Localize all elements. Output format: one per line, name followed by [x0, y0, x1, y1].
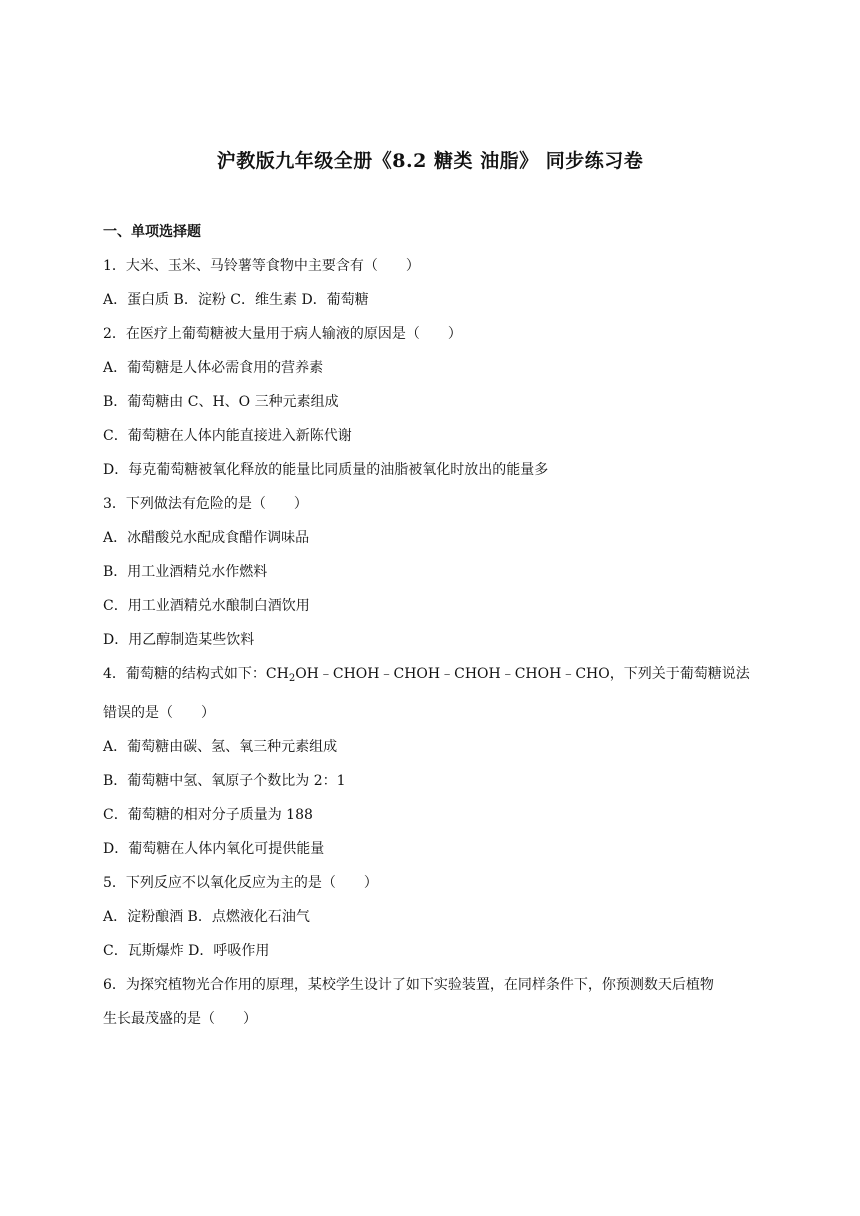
question-5-stem: 5．下列反应不以氧化反应为主的是（ ） — [103, 875, 378, 891]
question-5-options-cd: C．瓦斯爆炸 D．呼吸作用 — [103, 943, 270, 959]
question-list — [103, 222, 763, 1043]
question-1-options: A．蛋白质 B．淀粉 C．维生素 D．葡萄糖 — [103, 292, 369, 308]
question-3-option-b: B．用工业酒精兑水作燃料 — [103, 564, 268, 580]
question-4-option-d: D．葡萄糖在人体内氧化可提供能量 — [103, 841, 325, 857]
question-4-option-c: C．葡萄糖的相对分子质量为 188 — [103, 807, 313, 823]
question-3-option-c: C．用工业酒精兑水酿制白酒饮用 — [103, 598, 310, 614]
section-heading: 一、单项选择题 — [103, 224, 201, 240]
question-6-stem-continued: 生长最茂盛的是（ ） — [103, 1011, 257, 1027]
question-4-stem-part1: 4．葡萄糖的结构式如下：CH — [103, 666, 289, 682]
question-3-option-a: A．冰醋酸兑水配成食醋作调味品 — [103, 530, 310, 546]
question-2-option-d: D．每克葡萄糖被氧化释放的能量比同质量的油脂被氧化时放出的能量多 — [103, 462, 549, 478]
question-2-stem: 2．在医疗上葡萄糖被大量用于病人输液的原因是（ ） — [103, 326, 462, 342]
question-3-option-d: D．用乙醇制造某些饮料 — [103, 632, 255, 648]
question-2-option-b: B．葡萄糖由 C、H、O 三种元素组成 — [103, 394, 339, 410]
question-4-option-b: B．葡萄糖中氢、氧原子个数比为 2：1 — [103, 773, 346, 789]
question-3-stem: 3．下列做法有危险的是（ ） — [103, 496, 308, 512]
question-5-options-ab: A．淀粉酿酒 B．点燃液化石油气 — [103, 909, 310, 925]
question-4-stem — [103, 664, 763, 689]
question-6-stem: 6．为探究植物光合作用的原理，某校学生设计了如下实验装置，在同样条件下，你预测数天后植物 — [103, 977, 714, 993]
question-1-stem: 1．大米、玉米、马铃薯等食物中主要含有（ ） — [103, 258, 420, 274]
question-4-stem-subscript: 2 — [288, 673, 296, 684]
question-4-stem-part2: OH﹣CHOH﹣CHOH﹣CHOH﹣CHOH﹣CHO，下列关于葡萄糖说法 — [295, 666, 750, 682]
question-4-stem-continued: 错误的是（ ） — [103, 705, 215, 721]
question-2-option-c: C．葡萄糖在人体内能直接进入新陈代谢 — [103, 428, 352, 444]
page-title: 沪教版九年级全册《8.2 糖类 油脂》 同步练习卷 — [216, 150, 644, 172]
question-4-option-a: A．葡萄糖由碳、氢、氧三种元素组成 — [103, 739, 338, 755]
question-2-option-a: A．葡萄糖是人体必需食用的营养素 — [103, 360, 324, 376]
